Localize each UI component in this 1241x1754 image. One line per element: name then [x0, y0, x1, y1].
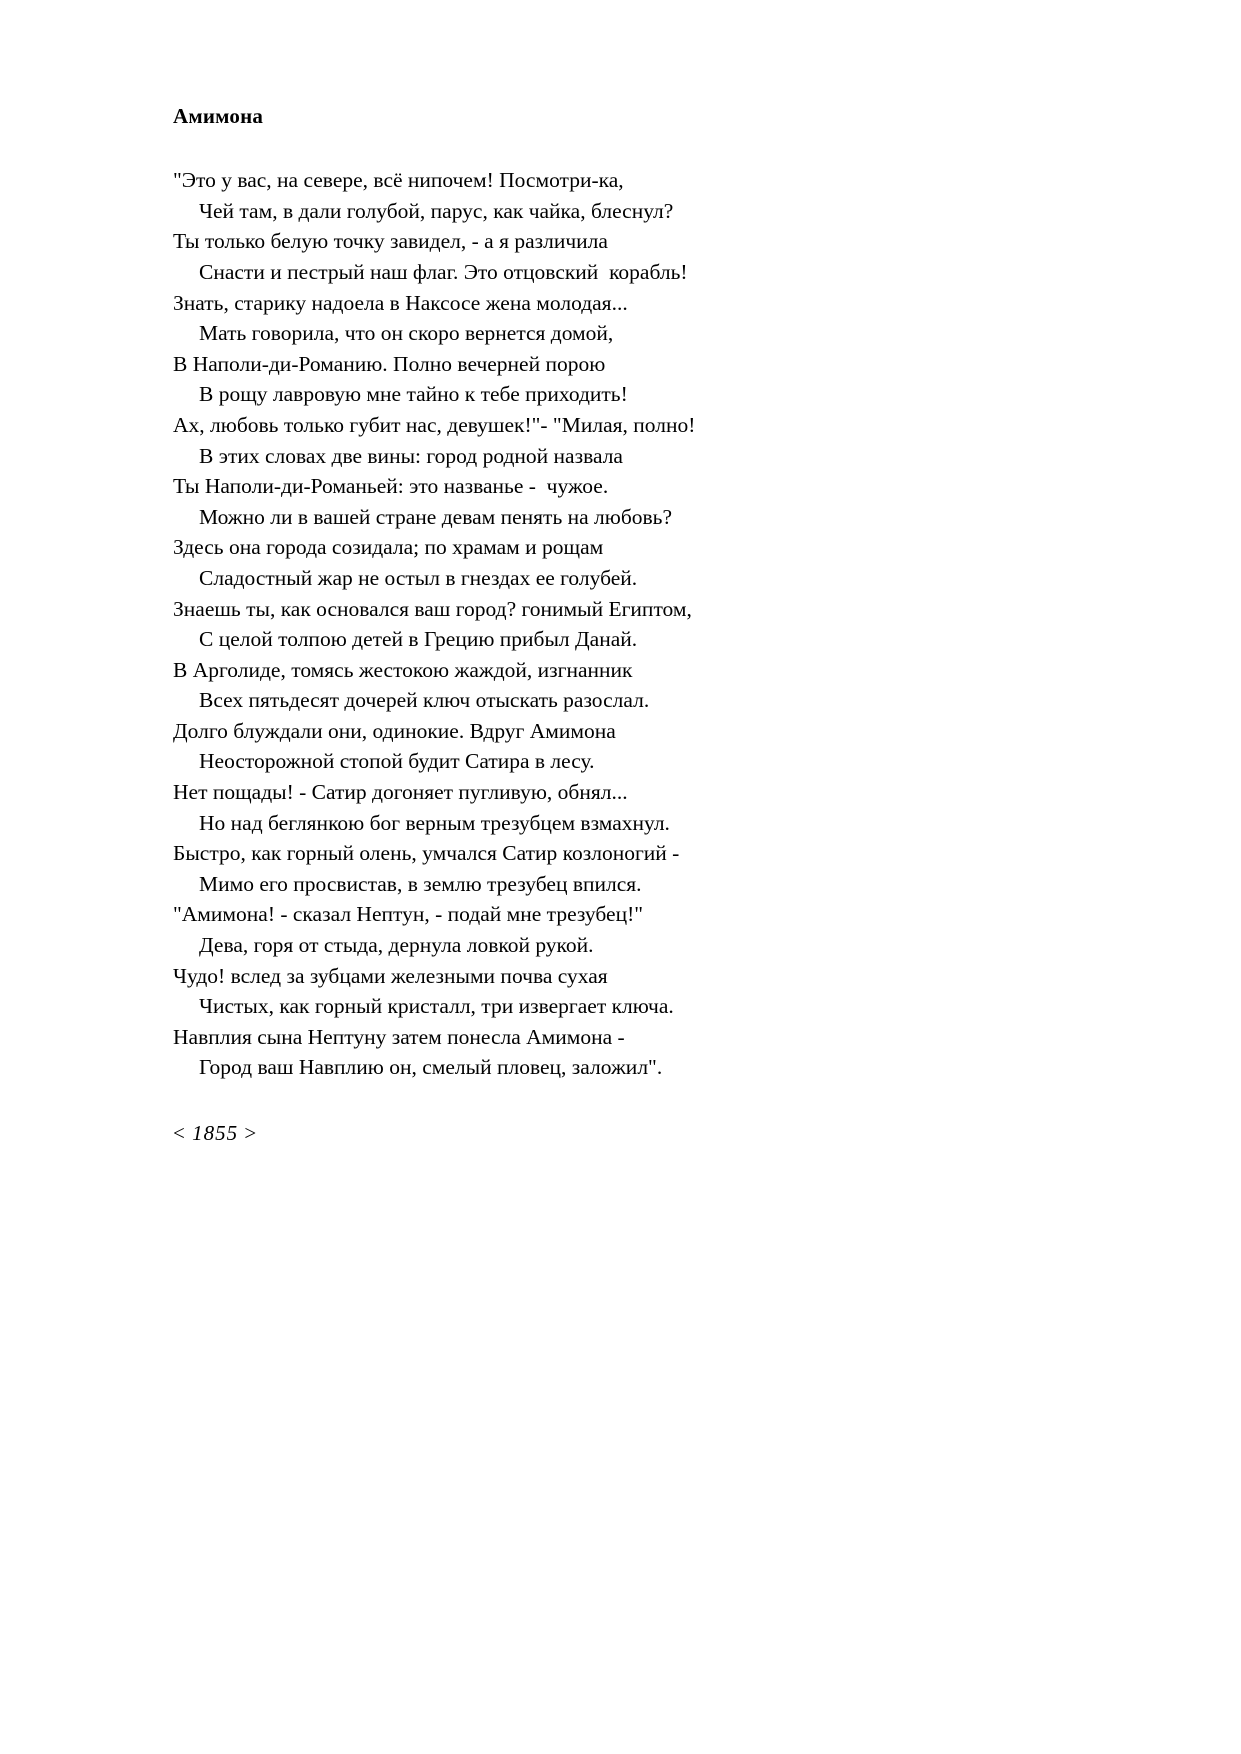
- verse-line: Долго блуждали они, одинокие. Вдруг Амимона: [173, 718, 616, 743]
- verse-line: Нет пощады! - Сатир догоняет пугливую, обнял...: [173, 780, 628, 805]
- verse-line: Сладостный жар не остыл в гнездах ее голубей.: [199, 565, 638, 590]
- document-content: [173, 104, 1073, 1146]
- verse-line: Чистых, как горный кристалл, три извергает ключа.: [199, 994, 674, 1019]
- verse-line: В Наполи-ди-Романию. Полно вечерней порою: [173, 351, 606, 376]
- verse-line: Но над беглянкою бог верным трезубцем взмахнул.: [199, 810, 670, 835]
- verse-line: Снасти и пестрый наш флаг. Это отцовский корабль!: [199, 259, 688, 284]
- verse-line: Ты Наполи-ди-Романьей: это названье - чужое.: [173, 474, 609, 499]
- verse-line: С целой толпою детей в Грецию прибыл Данай.: [199, 627, 638, 652]
- verse-line: Навплия сына Нептуну затем понесла Амимона -: [173, 1024, 625, 1049]
- verse-line: Знаешь ты, как основался ваш город? гонимый Египтом,: [173, 596, 692, 621]
- verse-line: В рощу лавровую мне тайно к тебе приходить!: [199, 382, 628, 407]
- poem-date: [173, 1121, 1073, 1146]
- verse-line: В Арголиде, томясь жестокою жаждой, изгнанник: [173, 657, 633, 682]
- verse-line: Неосторожной стопой будит Сатира в лесу.: [199, 749, 595, 774]
- verse-line: Чей там, в дали голубой, парус, как чайка, блеснул?: [199, 198, 674, 223]
- verse-line: Ах, любовь только губит нас, девушек!"- "Милая, полно!: [173, 412, 696, 437]
- verse-line: Чудо! вслед за зубцами железными почва сухая: [173, 963, 608, 988]
- page-title: Амимона: [173, 104, 264, 128]
- verse-line: "Это у вас, на севере, всё нипочем! Посмотри-ка,: [173, 168, 624, 193]
- verse-line: Мимо его просвистав, в землю трезубец впился.: [199, 871, 642, 896]
- verse-line: Всех пятьдесят дочерей ключ отыскать разослал.: [199, 688, 650, 713]
- verse-line: Здесь она города созидала; по храмам и рощам: [173, 535, 604, 560]
- verse-line: Город ваш Навплию он, смелый пловец, заложил".: [199, 1055, 663, 1080]
- date-close-bracket: >: [244, 1121, 258, 1145]
- date-year: 1855: [192, 1121, 239, 1145]
- verse-line: Быстро, как горный олень, умчался Сатир козлоногий -: [173, 841, 680, 866]
- verse-line: Можно ли в вашей стране девам пенять на любовь?: [199, 504, 673, 529]
- verse-line: Ты только белую точку завидел, - а я различила: [173, 229, 608, 254]
- date-open-bracket: <: [173, 1121, 186, 1145]
- verse-line: Мать говорила, что он скоро вернется домой,: [199, 321, 614, 346]
- verse-line: Дева, горя от стыда, дернула ловкой рукой.: [199, 933, 594, 958]
- verse-line: Знать, старику надоела в Наксосе жена молодая...: [173, 290, 628, 315]
- verse-line: "Амимона! - сказал Нептун, - подай мне трезубец!": [173, 902, 644, 927]
- poem-body: [173, 165, 1073, 1083]
- verse-line: В этих словах две вины: город родной назвала: [199, 443, 623, 468]
